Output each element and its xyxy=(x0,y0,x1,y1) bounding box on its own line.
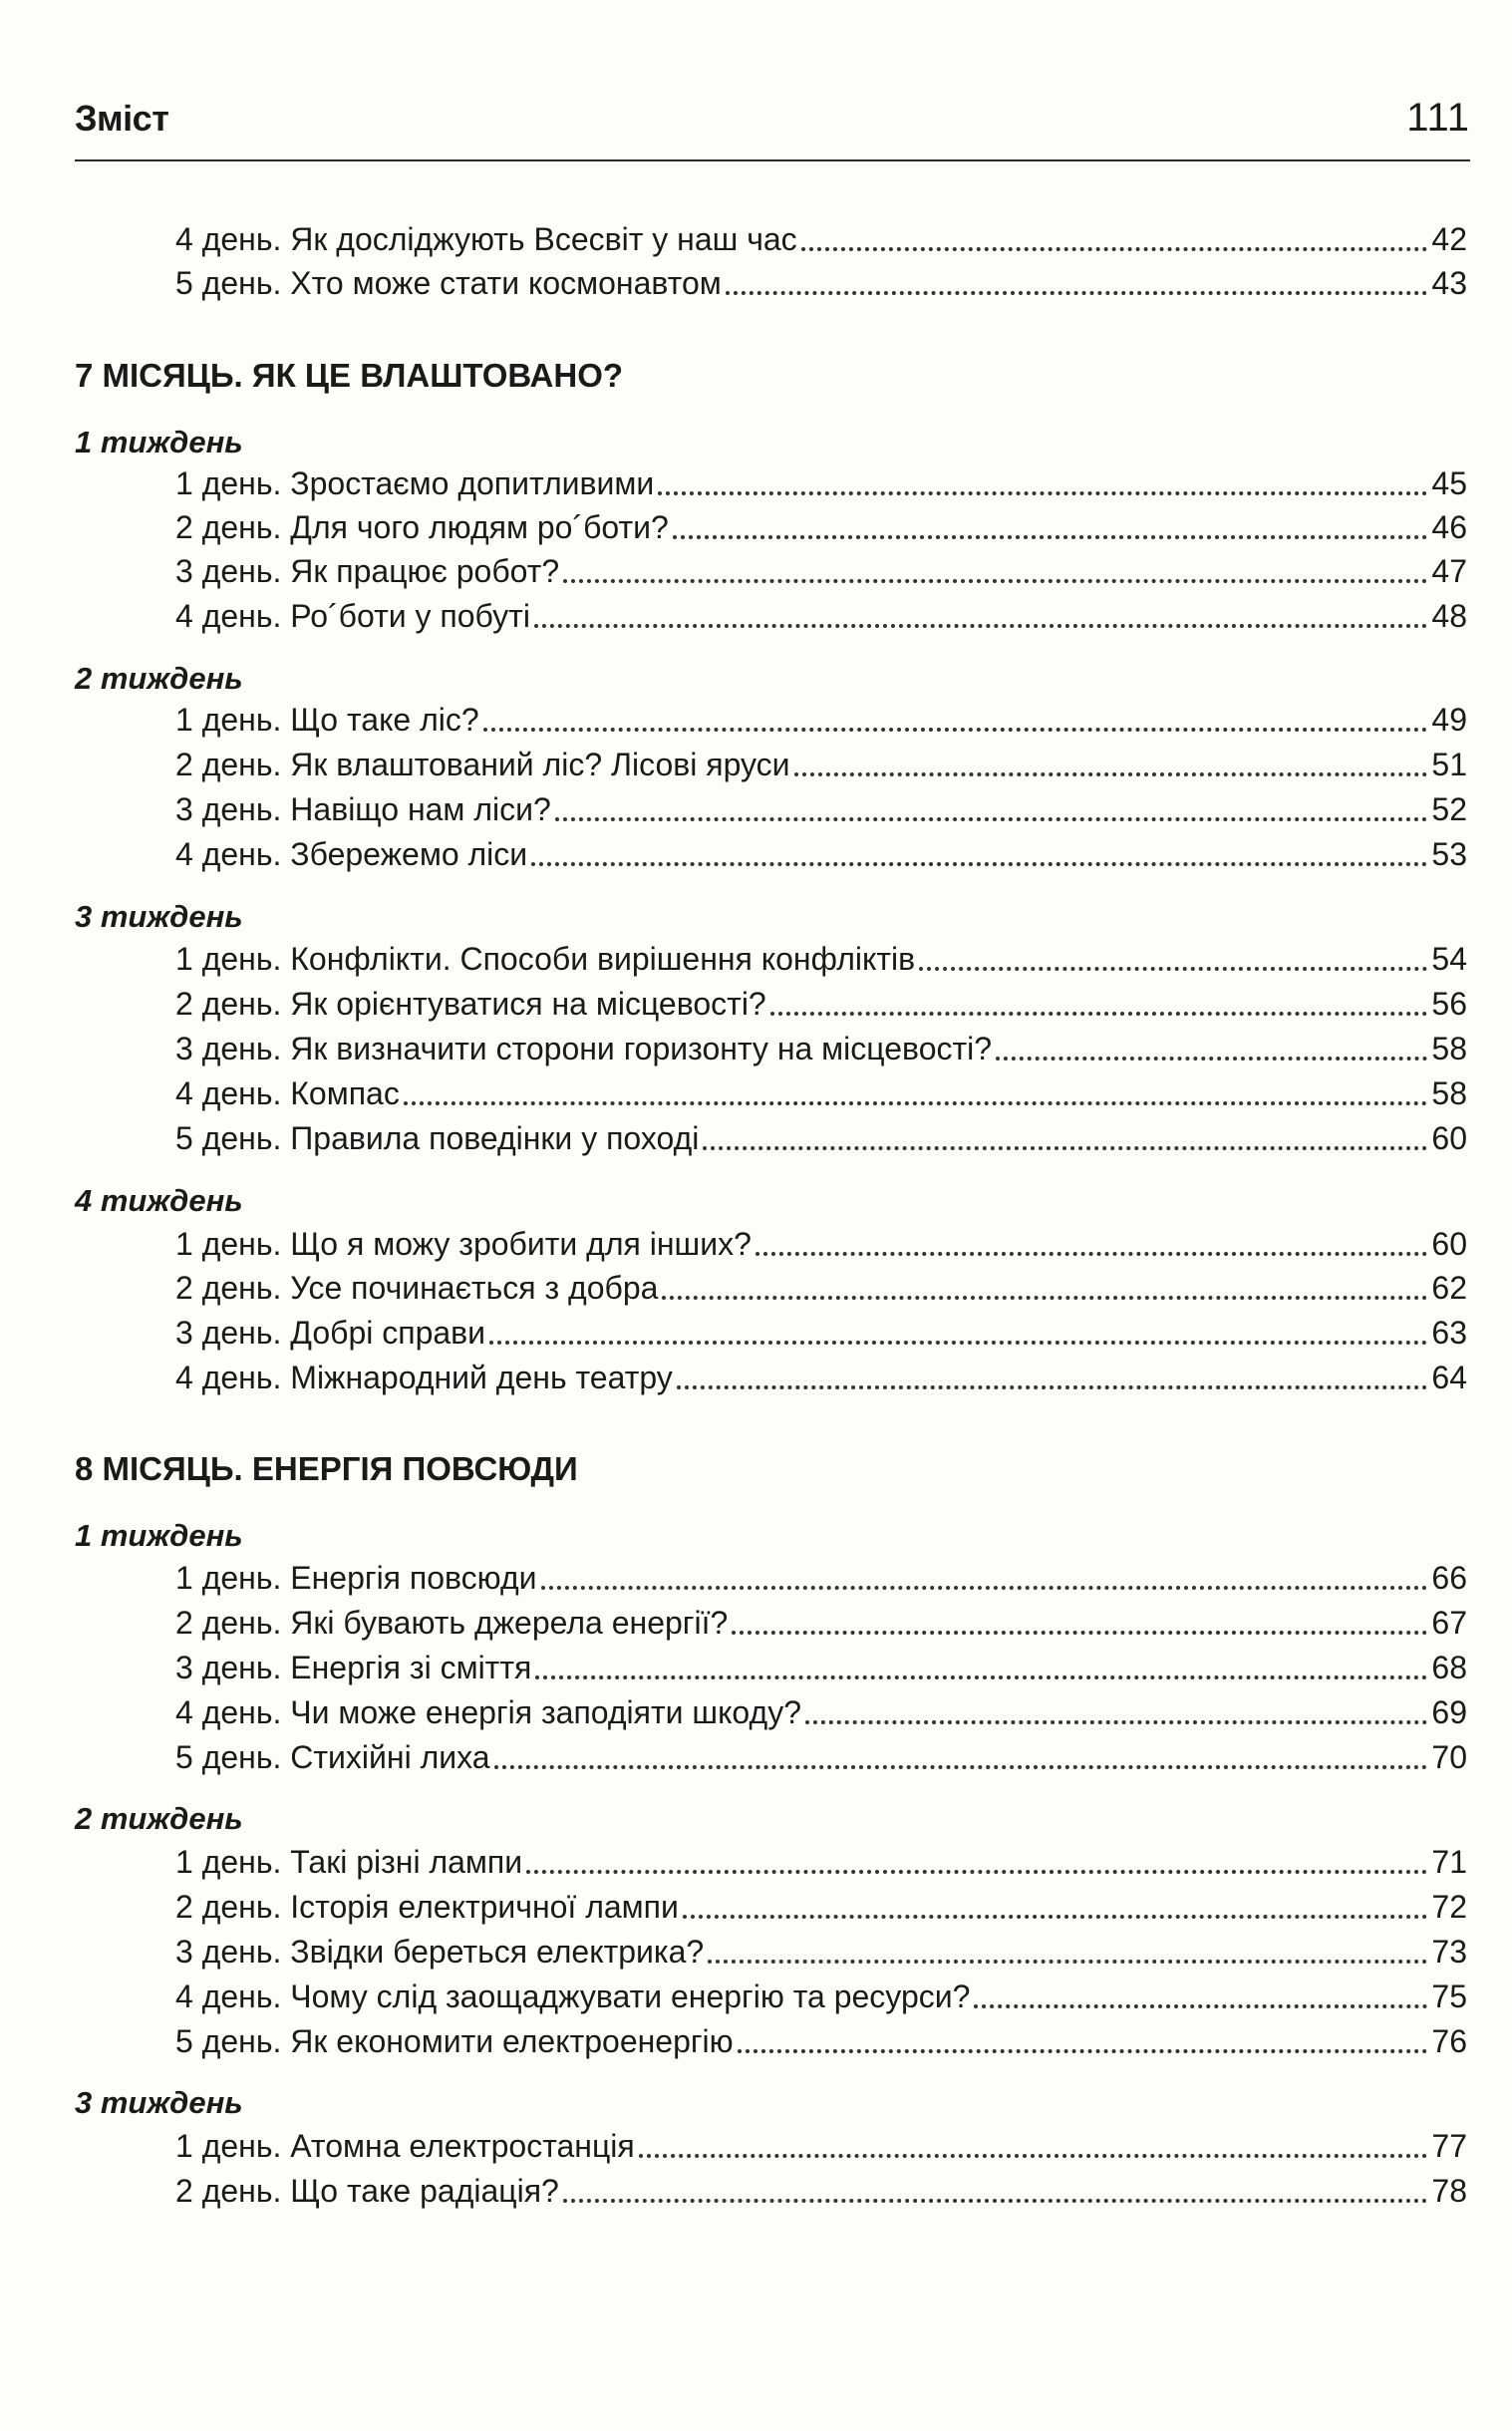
dot-leader xyxy=(708,1960,1427,1964)
toc-entry-page: 45 xyxy=(1431,465,1467,501)
dot-leader xyxy=(639,2154,1428,2158)
toc-entry-page: 46 xyxy=(1431,509,1467,545)
toc-entry xyxy=(175,1356,1467,1399)
dot-leader xyxy=(563,2199,1428,2203)
toc-entry xyxy=(175,1116,1467,1160)
dot-leader xyxy=(404,1101,1428,1105)
dot-leader xyxy=(677,1385,1428,1389)
dot-leader xyxy=(703,1146,1427,1150)
dot-leader xyxy=(535,1675,1427,1679)
toc-entry-page: 60 xyxy=(1431,1226,1467,1262)
toc-entry-label: 2 день. Історія електричної лампи xyxy=(175,1889,679,1925)
toc-entry xyxy=(175,1601,1467,1645)
dot-leader xyxy=(919,967,1427,971)
toc-entry xyxy=(175,1027,1467,1070)
toc-entry-page: 64 xyxy=(1431,1360,1467,1395)
toc-entry xyxy=(175,1735,1467,1779)
dot-leader xyxy=(683,1915,1428,1919)
dot-leader xyxy=(673,535,1428,539)
toc-entry-label: 5 день. Правила поведінки у поході xyxy=(175,1120,700,1156)
dot-leader xyxy=(555,817,1428,821)
toc-entry-page: 77 xyxy=(1431,2128,1467,2164)
dot-leader xyxy=(726,291,1428,295)
toc-entry-page: 43 xyxy=(1431,265,1467,301)
toc-entry xyxy=(175,594,1467,638)
toc-entry-page: 51 xyxy=(1431,747,1467,782)
toc-entry-page: 78 xyxy=(1431,2173,1467,2209)
toc-entry-page: 54 xyxy=(1431,941,1467,977)
toc-entry-page: 62 xyxy=(1431,1270,1467,1306)
toc-entry-label: 4 день. Ро´боти у побуті xyxy=(175,598,530,634)
toc-entry xyxy=(175,549,1467,593)
toc-entry-label: 5 день. Хто може стати космонавтом xyxy=(175,265,722,301)
dot-leader xyxy=(494,1765,1428,1769)
toc-entry-page: 75 xyxy=(1431,1978,1467,2014)
week-heading: 1 тиждень xyxy=(75,425,243,459)
toc-entry-label: 4 день. Чи може енергія заподіяти шкоду? xyxy=(175,1694,801,1730)
toc-entry xyxy=(175,505,1467,549)
toc-entry-page: 71 xyxy=(1431,1844,1467,1880)
toc-entry xyxy=(175,832,1467,876)
toc-entry-label: 3 день. Енергія зі сміття xyxy=(175,1650,532,1685)
toc-entry-label: 4 день. Чому слід заощаджувати енергію та ресурси? xyxy=(175,1978,971,2014)
week-heading: 4 тиждень xyxy=(75,1183,243,1218)
toc-entry-page: 53 xyxy=(1431,836,1467,872)
toc-entry xyxy=(175,1311,1467,1355)
toc-entry-label: 1 день. Конфлікти. Способи вирішення конфліктів xyxy=(175,941,916,977)
toc-entry-page: 58 xyxy=(1431,1075,1467,1111)
toc-entry xyxy=(175,787,1467,831)
toc-entry-page: 48 xyxy=(1431,598,1467,634)
toc-entry-label: 4 день. Збережемо ліси xyxy=(175,836,528,872)
toc-entry-label: 1 день. Зростаємо допитливими xyxy=(175,465,655,501)
toc-entry-label: 1 день. Що я можу зробити для інших? xyxy=(175,1226,752,1262)
dot-leader xyxy=(526,1870,1427,1874)
toc-entry-label: 1 день. Атомна електростанція xyxy=(175,2128,635,2164)
page-number: 111 xyxy=(1406,96,1470,140)
dot-leader xyxy=(770,1012,1428,1016)
toc-entry xyxy=(175,1840,1467,1884)
toc-entry-page: 56 xyxy=(1431,986,1467,1022)
week-heading: 3 тиждень xyxy=(75,899,243,934)
toc-entry-label: 2 день. Що таке радіація? xyxy=(175,2173,559,2209)
page-title: Зміст xyxy=(75,98,169,139)
toc-entry-label: 1 день. Що таке ліс? xyxy=(175,702,479,738)
dot-leader xyxy=(658,491,1427,495)
toc-entry-label: 2 день. Усе починається з добра xyxy=(175,1270,659,1306)
dot-leader xyxy=(531,862,1427,866)
toc-entry xyxy=(175,1646,1467,1689)
toc-entry xyxy=(175,1071,1467,1115)
dot-leader xyxy=(541,1586,1428,1590)
toc-entry-label: 4 день. Компас xyxy=(175,1075,400,1111)
toc-entry xyxy=(175,1975,1467,2018)
toc-entry-label: 2 день. Як орієнтуватися на місцевості? xyxy=(175,986,766,1022)
dot-leader xyxy=(732,1631,1427,1635)
toc-entry-label: 3 день. Як визначити сторони горизонту на місцевості? xyxy=(175,1031,993,1066)
toc-entry-label: 4 день. Як досліджують Всесвіт у наш час xyxy=(175,221,797,257)
toc-entry-page: 58 xyxy=(1431,1031,1467,1066)
month-heading: 7 МІСЯЦЬ. ЯК ЦЕ ВЛАШТОВАНО? xyxy=(75,357,624,394)
toc-entry xyxy=(175,937,1467,981)
toc-entry-label: 2 день. Як влаштований ліс? Лісові яруси xyxy=(175,747,790,782)
toc-entry-page: 70 xyxy=(1431,1739,1467,1775)
toc-entry-page: 68 xyxy=(1431,1650,1467,1685)
week-heading: 2 тиждень xyxy=(75,661,243,696)
dot-leader xyxy=(805,1720,1427,1724)
dot-leader xyxy=(974,2004,1427,2008)
dot-leader xyxy=(996,1057,1427,1061)
dot-leader xyxy=(801,247,1428,251)
toc-entry-page: 72 xyxy=(1431,1889,1467,1925)
dot-leader xyxy=(738,2049,1428,2053)
toc-entry-page: 67 xyxy=(1431,1605,1467,1641)
toc-entry xyxy=(175,1885,1467,1929)
toc-entry xyxy=(175,1266,1467,1310)
toc-entry-page: 66 xyxy=(1431,1560,1467,1596)
week-heading: 2 тиждень xyxy=(75,1801,243,1836)
toc-entry-label: 2 день. Які бувають джерела енергії? xyxy=(175,1605,729,1641)
dot-leader xyxy=(756,1252,1428,1256)
toc-entry-label: 1 день. Енергія повсюди xyxy=(175,1560,537,1596)
toc-entry xyxy=(175,1690,1467,1734)
dot-leader xyxy=(489,1341,1427,1345)
toc-entry-page: 76 xyxy=(1431,2023,1467,2059)
dot-leader xyxy=(483,728,1428,732)
toc-entry-label: 3 день. Добрі справи xyxy=(175,1315,486,1351)
dot-leader xyxy=(534,624,1427,628)
dot-leader xyxy=(662,1296,1427,1300)
dot-leader xyxy=(563,579,1427,583)
toc-entry xyxy=(175,698,1467,742)
toc-entry xyxy=(175,2124,1467,2168)
toc-entry-page: 63 xyxy=(1431,1315,1467,1351)
toc-entry-page: 60 xyxy=(1431,1120,1467,1156)
header-rule xyxy=(75,159,1470,161)
toc-entry xyxy=(175,217,1467,261)
toc-entry-label: 5 день. Стихійні лиха xyxy=(175,1739,490,1775)
toc-entry-label: 4 день. Міжнародний день театру xyxy=(175,1360,673,1395)
toc-entry xyxy=(175,2169,1467,2213)
week-heading: 3 тиждень xyxy=(75,2085,243,2120)
toc-entry-label: 3 день. Навіщо нам ліси? xyxy=(175,791,551,827)
toc-entry-page: 69 xyxy=(1431,1694,1467,1730)
toc-entry xyxy=(175,261,1467,305)
toc-entry xyxy=(175,461,1467,505)
toc-entry-label: 1 день. Такі різні лампи xyxy=(175,1844,523,1880)
toc-entry-label: 5 день. Як економити електроенергію xyxy=(175,2023,734,2059)
toc-entry xyxy=(175,982,1467,1026)
toc-entry-label: 3 день. Як працює робот? xyxy=(175,553,560,589)
page-header xyxy=(75,98,1470,157)
toc-entry xyxy=(175,1930,1467,1974)
toc-entry xyxy=(175,743,1467,786)
toc-entry xyxy=(175,2019,1467,2063)
toc-entry-page: 49 xyxy=(1431,702,1467,738)
toc-entry xyxy=(175,1222,1467,1266)
toc-entry-label: 3 день. Звідки береться електрика? xyxy=(175,1934,705,1970)
toc-entry-page: 52 xyxy=(1431,791,1467,827)
toc-entry xyxy=(175,1556,1467,1600)
week-heading: 1 тиждень xyxy=(75,1518,243,1553)
toc-entry-page: 47 xyxy=(1431,553,1467,589)
toc-entry-page: 42 xyxy=(1431,221,1467,257)
dot-leader xyxy=(794,772,1428,776)
month-heading: 8 МІСЯЦЬ. ЕНЕРГІЯ ПОВСЮДИ xyxy=(75,1450,578,1487)
toc-entry-page: 73 xyxy=(1431,1934,1467,1970)
toc-entry-label: 2 день. Для чого людям ро´боти? xyxy=(175,509,669,545)
